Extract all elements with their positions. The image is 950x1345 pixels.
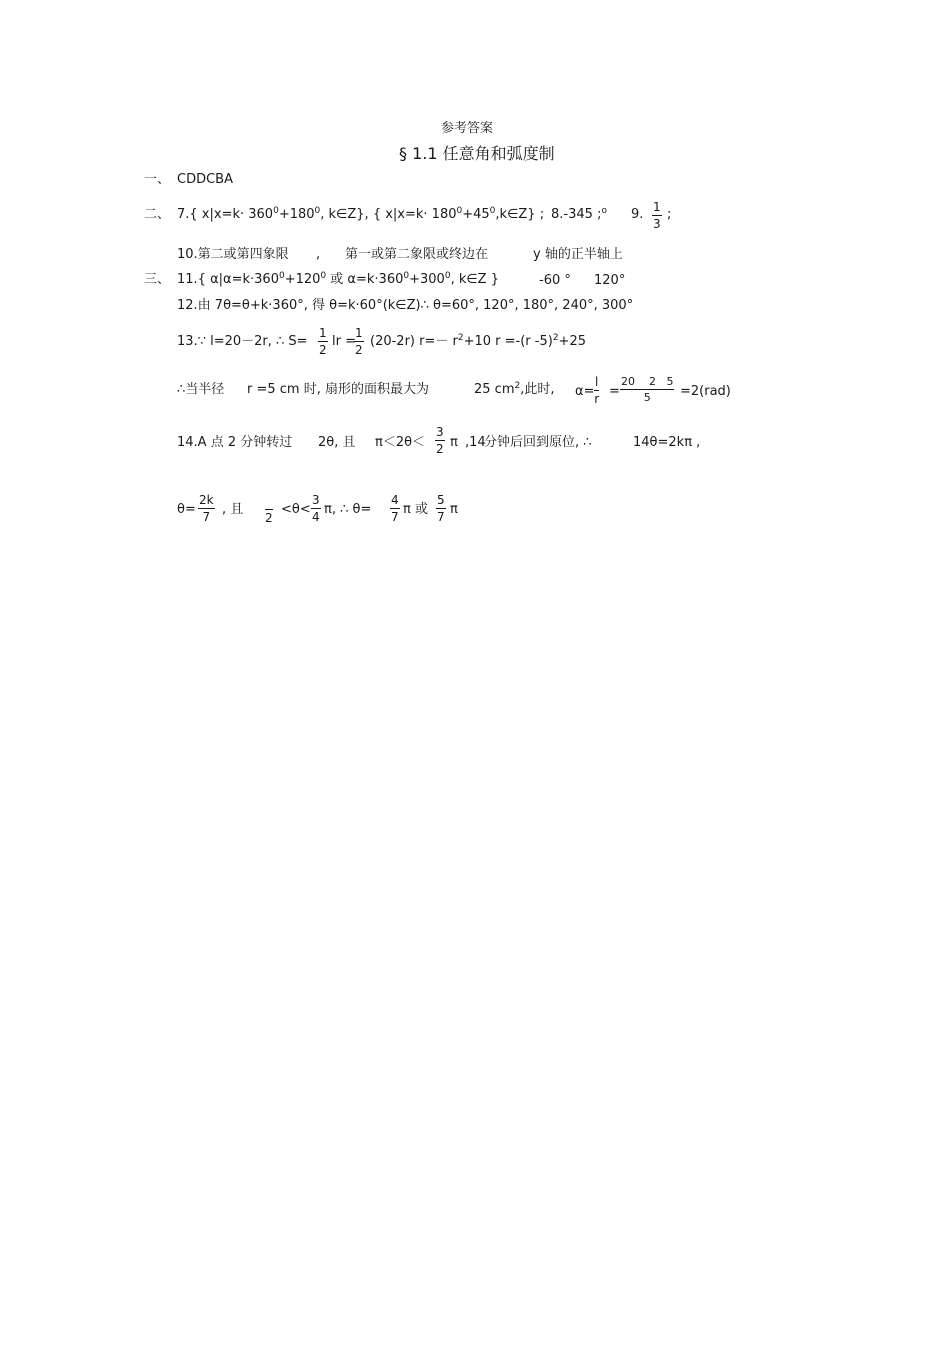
denominator: 5 [643, 391, 651, 404]
q9-denominator: 3 [653, 217, 661, 231]
q11-text-c: 或 α=k·360 [330, 272, 404, 287]
q7-text-a: 7.{ x|x=k· 360 [177, 207, 274, 222]
degree-sup: 0 [320, 271, 327, 281]
q10-text-c: y 轴的正半轴上 [533, 247, 623, 262]
q13-c: (20-2r) r [370, 334, 425, 349]
q9-label: 9. [631, 207, 644, 222]
numerator: l [595, 375, 599, 389]
part1-label: 一、 [144, 172, 171, 187]
answer-title: 参考答案 [441, 121, 494, 136]
q10-text-a: 10.第二或第四象限 [177, 247, 289, 262]
q13-l-over-r [594, 376, 599, 405]
numerator: 4 [391, 493, 399, 507]
degree-sup: 0 [314, 206, 321, 216]
q11-text-d: +300 [409, 272, 445, 287]
q14-text-c: π＜2θ＜ [375, 435, 426, 450]
q12-answer: 12.由 7θ=θ+k·360°, 得 θ=k·60°(k∈Z)∴ θ=60°, 120°, 180°, 240°, 300° [177, 298, 634, 313]
q8-degree: o [601, 206, 607, 216]
q14-pi-over-2 [265, 495, 273, 524]
q13-d: =－ r [424, 334, 458, 349]
q9-tail: ; [667, 207, 672, 222]
part2-label: 二、 [144, 207, 171, 222]
q14-three-halves [435, 426, 445, 455]
denominator: r [594, 392, 600, 406]
q14-text-b: 2θ, 且 [318, 435, 356, 450]
degree-sup: 0 [489, 206, 496, 216]
q9-fraction [652, 201, 662, 230]
q13-text-c [370, 335, 586, 348]
numerator: 2k [199, 493, 214, 507]
numerator: 20 2 5 [621, 375, 674, 388]
q13-then: ,此时, [520, 382, 555, 397]
section-title: § 1.1 任意角和弧度制 [399, 144, 555, 163]
q13-text-g: ∴当半径 [177, 382, 225, 397]
q10-comma: , [316, 247, 321, 262]
denominator: 2 [436, 442, 444, 456]
square-sup: 2 [457, 333, 464, 343]
q13-alpha: α= [575, 384, 595, 399]
numerator: 3 [436, 425, 444, 439]
numerator: 5 [437, 493, 445, 507]
numerator: 1 [355, 326, 363, 340]
denominator: 4 [312, 510, 320, 524]
q8-text: 8.-345 [551, 207, 593, 222]
q11-neg60: -60 ° [539, 273, 571, 288]
q14-text-f: 14θ=2kπ , [633, 435, 701, 450]
q11-text-a: 11.{ α|α=k·360 [177, 272, 279, 287]
q14-text-l: π [450, 502, 458, 517]
q14-four-sevenths [390, 494, 400, 523]
q14-three-quarters [311, 494, 321, 523]
q11-answer [177, 273, 499, 286]
q13-equals: = [609, 384, 620, 399]
numerator [265, 495, 273, 510]
q14-text-a: 14.A 点 2 分钟转过 [177, 435, 293, 450]
q11-text-e: , k∈Z } [450, 272, 499, 287]
denominator: 7 [202, 510, 211, 524]
q14-text-i: <θ< [281, 502, 311, 517]
q13-half-fraction-2 [354, 327, 364, 356]
q14-2k-over-7 [198, 494, 215, 523]
q14-pi: π [450, 435, 458, 450]
q13-f: +25 [558, 334, 586, 349]
denominator: 2 [355, 343, 363, 357]
degree-sup: 0 [456, 206, 463, 216]
q13-ratio-fraction [620, 376, 674, 403]
denominator: 2 [265, 511, 273, 525]
q13-e: +10 r =-(r -5) [463, 334, 553, 349]
q13-half-fraction-1 [318, 327, 328, 356]
q13-rad: =2(rad) [680, 384, 731, 399]
part3-label: 三、 [144, 272, 171, 287]
degree-sup: 0 [444, 271, 451, 281]
q14-five-sevenths [436, 494, 446, 523]
numerator: 3 [312, 493, 320, 507]
q11-120: 120° [594, 273, 626, 288]
q7-text-c: , k∈Z}, { x|x=k· 180 [320, 207, 457, 222]
denominator: 7 [437, 510, 445, 524]
q13-text-i [474, 383, 555, 396]
degree-sup: 0 [278, 271, 285, 281]
q9-numerator: 1 [653, 200, 661, 214]
q13-text-h: r =5 cm 时, 扇形的面积最大为 [247, 382, 429, 397]
degree-sup: 0 [273, 206, 279, 216]
square-sup: 2 [552, 333, 559, 343]
q13-text-b: lr = [332, 334, 356, 349]
q14-text-e: 分钟后回到原位, ∴ [484, 435, 592, 450]
denominator: 2 [319, 343, 327, 357]
square-sup: 2 [514, 381, 521, 391]
q8-answer [551, 208, 607, 221]
q13-area: 25 cm [474, 382, 515, 397]
degree-sup: 0 [403, 271, 410, 281]
part1-answers: CDDCBA [177, 172, 233, 187]
q10-text-b: 第一或第二象限或终边在 [345, 247, 489, 262]
q7-answer [177, 208, 544, 221]
q7-text-e: ,k∈Z} ; [495, 207, 545, 222]
q13-text-a: 13.∵ l=20－2r, ∴ S= [177, 334, 308, 349]
q7-text-b: +180 [278, 207, 315, 222]
denominator: 7 [391, 510, 399, 524]
q14-text-g: θ= [177, 502, 196, 517]
q14-text-h: , 且 [222, 502, 244, 517]
numerator: 1 [319, 326, 327, 340]
q14-text-d: ,14 [465, 435, 486, 450]
q11-text-b: +120 [284, 272, 321, 287]
q8-tail: ; [597, 207, 602, 222]
q14-text-j: π, ∴ θ= [324, 502, 372, 517]
q14-text-k: π 或 [403, 502, 428, 517]
q7-text-d: +45 [462, 207, 490, 222]
